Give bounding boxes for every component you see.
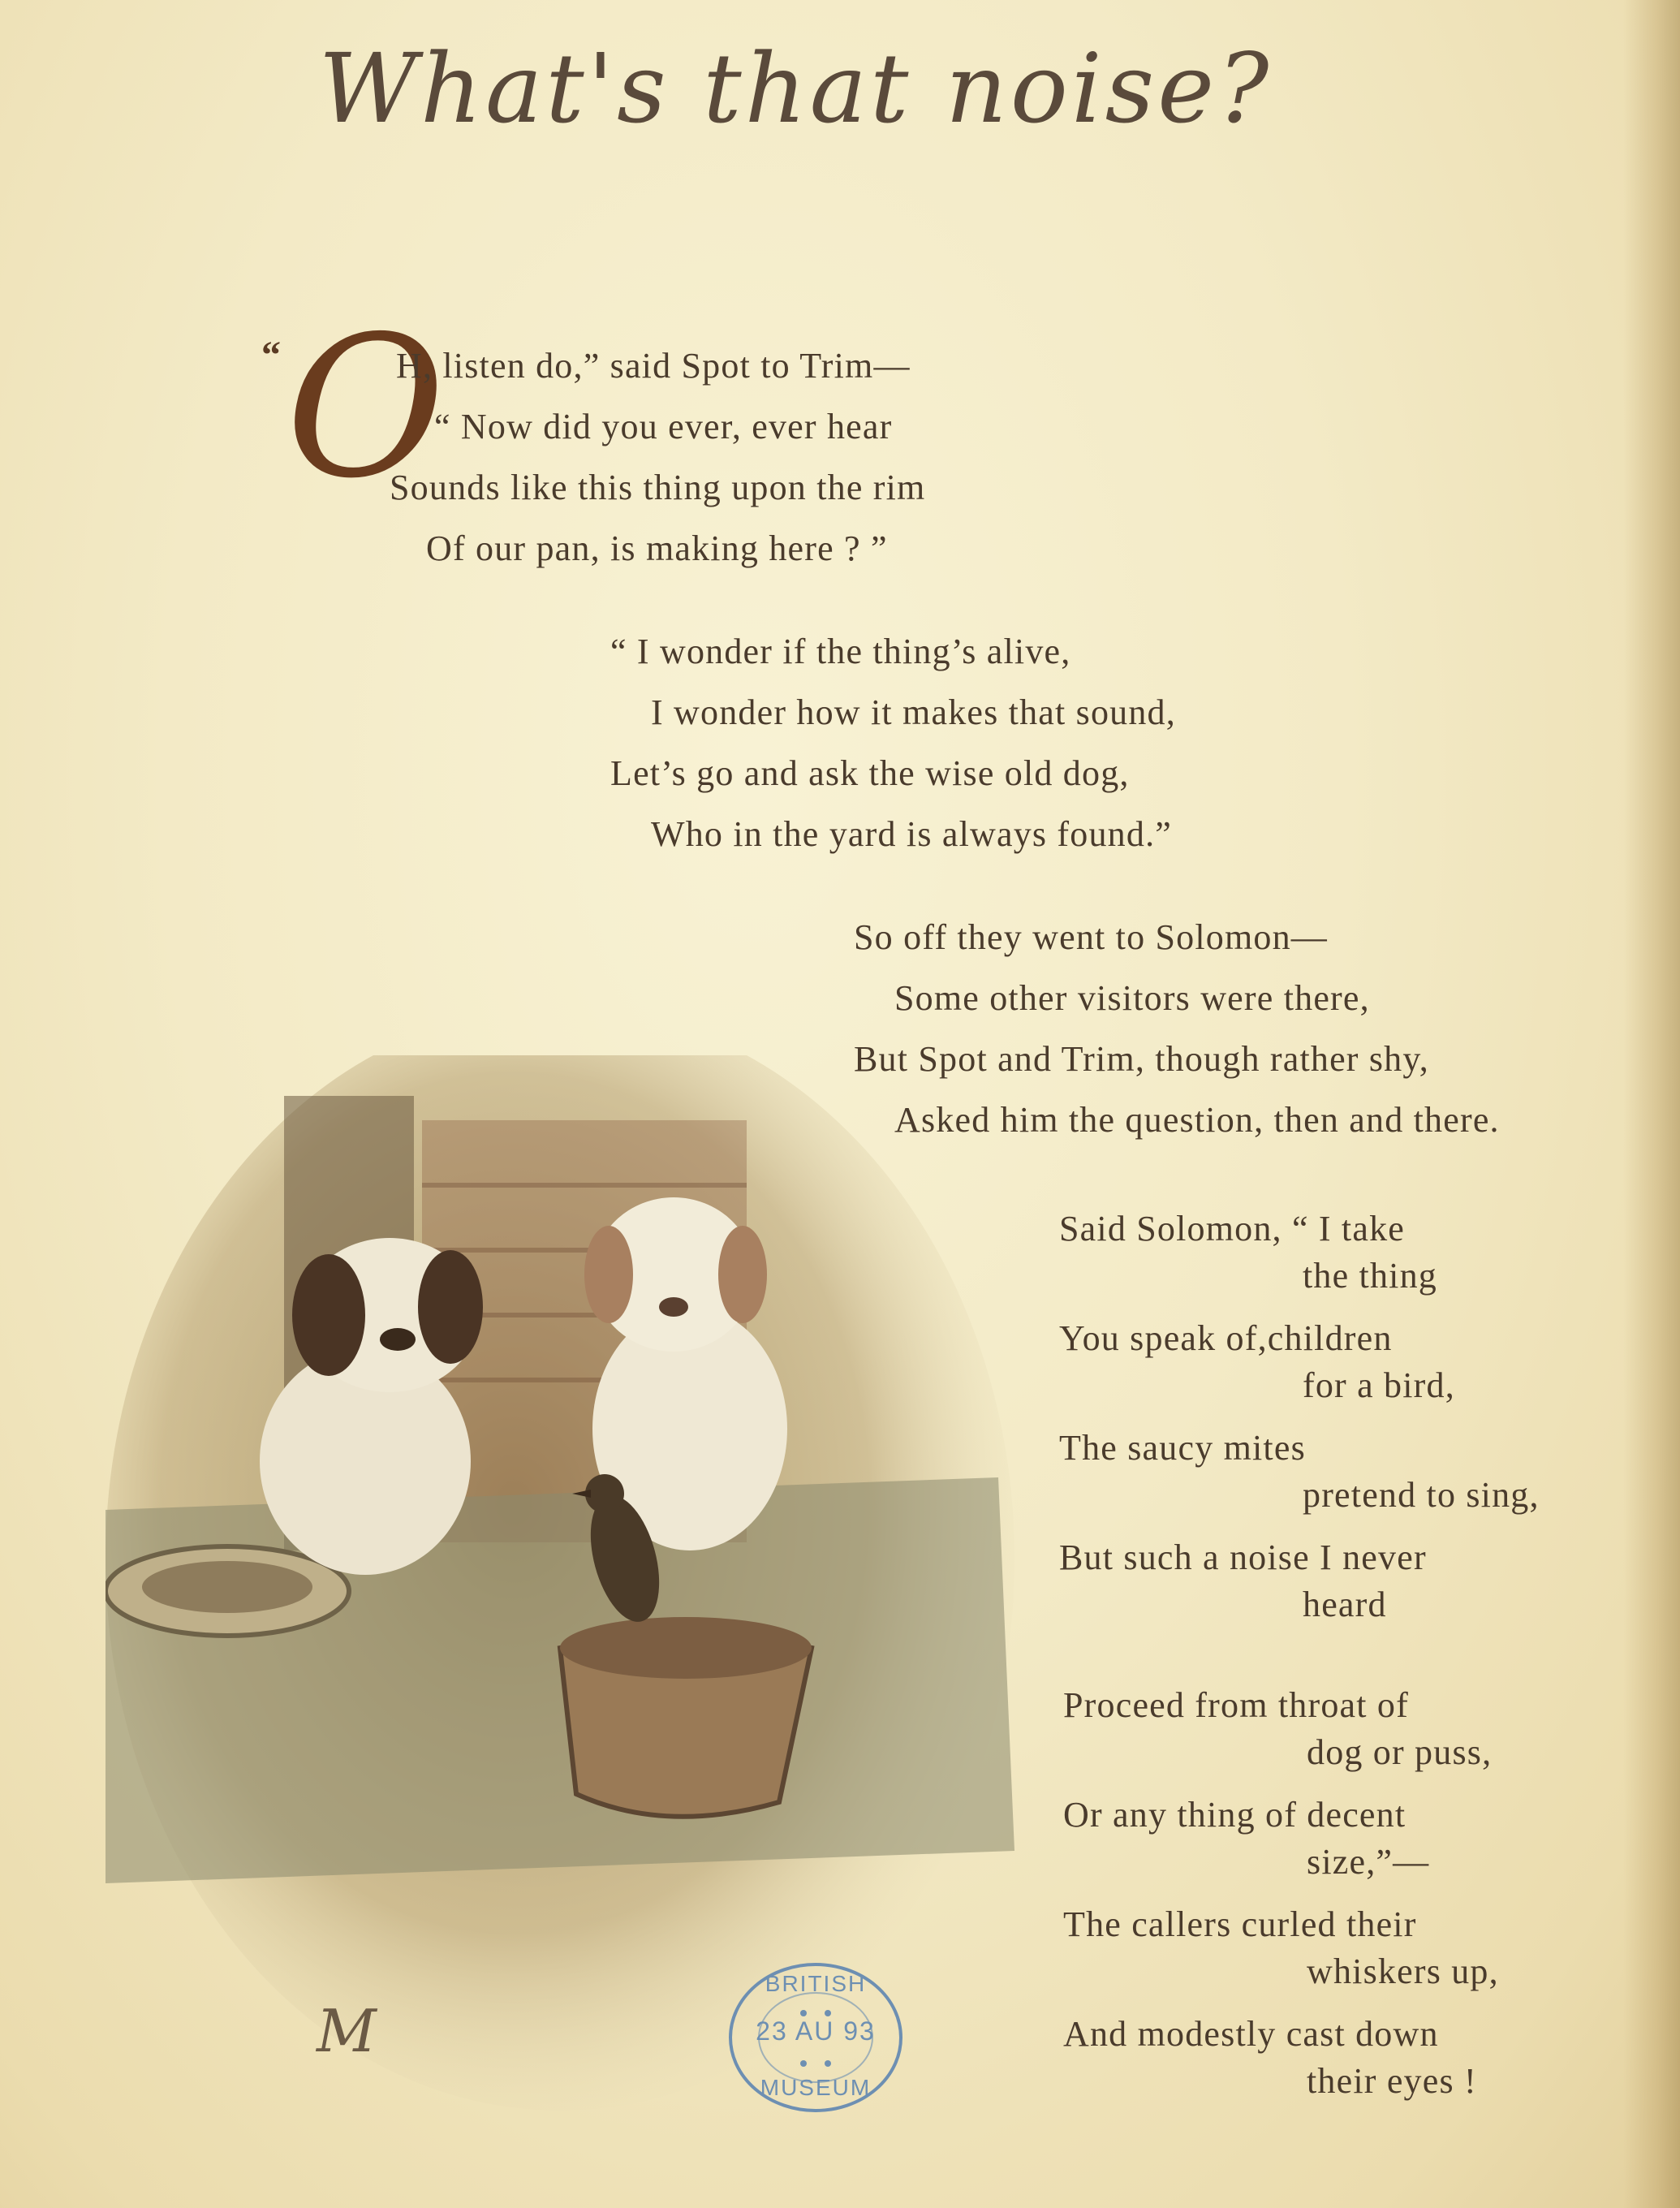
- stanza-4-line-3b: pretend to sing,: [1303, 1475, 1540, 1515]
- stamp-date: 23 AU 93: [756, 2016, 876, 2046]
- stanza-3-line-2: Some other visitors were there,: [894, 978, 1370, 1018]
- stamp-bottom: MUSEUM: [760, 2075, 872, 2100]
- stanza-2: [610, 621, 1176, 865]
- stanza-1-line-1: H, listen do,” said Spot to Trim—: [396, 346, 911, 386]
- stanza-4-line-3a: The saucy mites: [1059, 1428, 1306, 1468]
- stanza-2-line-2: I wonder how it makes that sound,: [651, 692, 1176, 732]
- artist-monogram: M: [317, 1997, 377, 2065]
- stanza-1-line-3: Sounds like this thing upon the rim: [390, 468, 926, 507]
- stanza-4-line-2: [1059, 1315, 1455, 1409]
- stanza-4-line-3: [1059, 1425, 1540, 1519]
- stanza-5-line-1a: Proceed from throat of: [1063, 1685, 1409, 1725]
- stanza-4-line-4b: heard: [1303, 1585, 1387, 1624]
- stanza-2-line-4: Who in the yard is always found.”: [651, 814, 1173, 854]
- stanza-4-line-2b: for a bird,: [1303, 1365, 1455, 1405]
- stanza-5-line-1: [1063, 1682, 1492, 1776]
- stamp-top: BRITISH: [765, 1971, 867, 1996]
- stanza-5-line-2: [1063, 1792, 1429, 1886]
- stanza-5-line-3a: The callers curled their: [1063, 1904, 1417, 1944]
- stanza-3-line-3: But Spot and Trim, though rather shy,: [854, 1039, 1429, 1079]
- stanza-5-line-4b: their eyes !: [1307, 2061, 1477, 2101]
- stanza-5-line-4a: And modestly cast down: [1063, 2014, 1439, 2054]
- stanza-5-line-2a: Or any thing of decent: [1063, 1795, 1406, 1835]
- stanza-3-line-1: So off they went to Solomon—: [854, 917, 1329, 957]
- stanza-1-line-4: Of our pan, is making here ? ”: [426, 528, 888, 568]
- drop-cap-letter: O: [286, 294, 446, 521]
- british-museum-stamp: [722, 1956, 909, 2119]
- stanza-4-line-4a: But such a noise I never: [1059, 1537, 1427, 1577]
- stanza-2-line-3: Let’s go and ask the wise old dog,: [610, 753, 1130, 793]
- stanza-3-line-4: Asked him the question, then and there.: [894, 1100, 1500, 1140]
- stanza-5-line-3: [1063, 1901, 1499, 1995]
- page-edge-shadow: [1623, 0, 1680, 2208]
- page-title: What's that noise?: [318, 32, 1273, 144]
- stanza-5-line-1b: dog or puss,: [1307, 1732, 1493, 1772]
- stanza-5-line-3b: whiskers up,: [1307, 1951, 1499, 1991]
- stanza-4-line-1a: Said Solomon, “ I take: [1059, 1209, 1406, 1248]
- stanza-4-line-2a: You speak of,children: [1059, 1318, 1393, 1358]
- stanza-4-line-1: [1059, 1205, 1437, 1300]
- stanza-1-line-2: “ Now did you ever, ever hear: [434, 407, 893, 446]
- stanza-5-line-4: [1063, 2011, 1477, 2105]
- stanza-4-line-1b: the thing: [1303, 1256, 1438, 1296]
- stanza-5-line-2b: size,”—: [1307, 1842, 1430, 1882]
- stanza-2-line-1: “ I wonder if the thing’s alive,: [610, 632, 1071, 671]
- opening-quote: “: [261, 334, 281, 377]
- stanza-1: [390, 335, 925, 579]
- stanza-4-line-4: [1059, 1534, 1427, 1628]
